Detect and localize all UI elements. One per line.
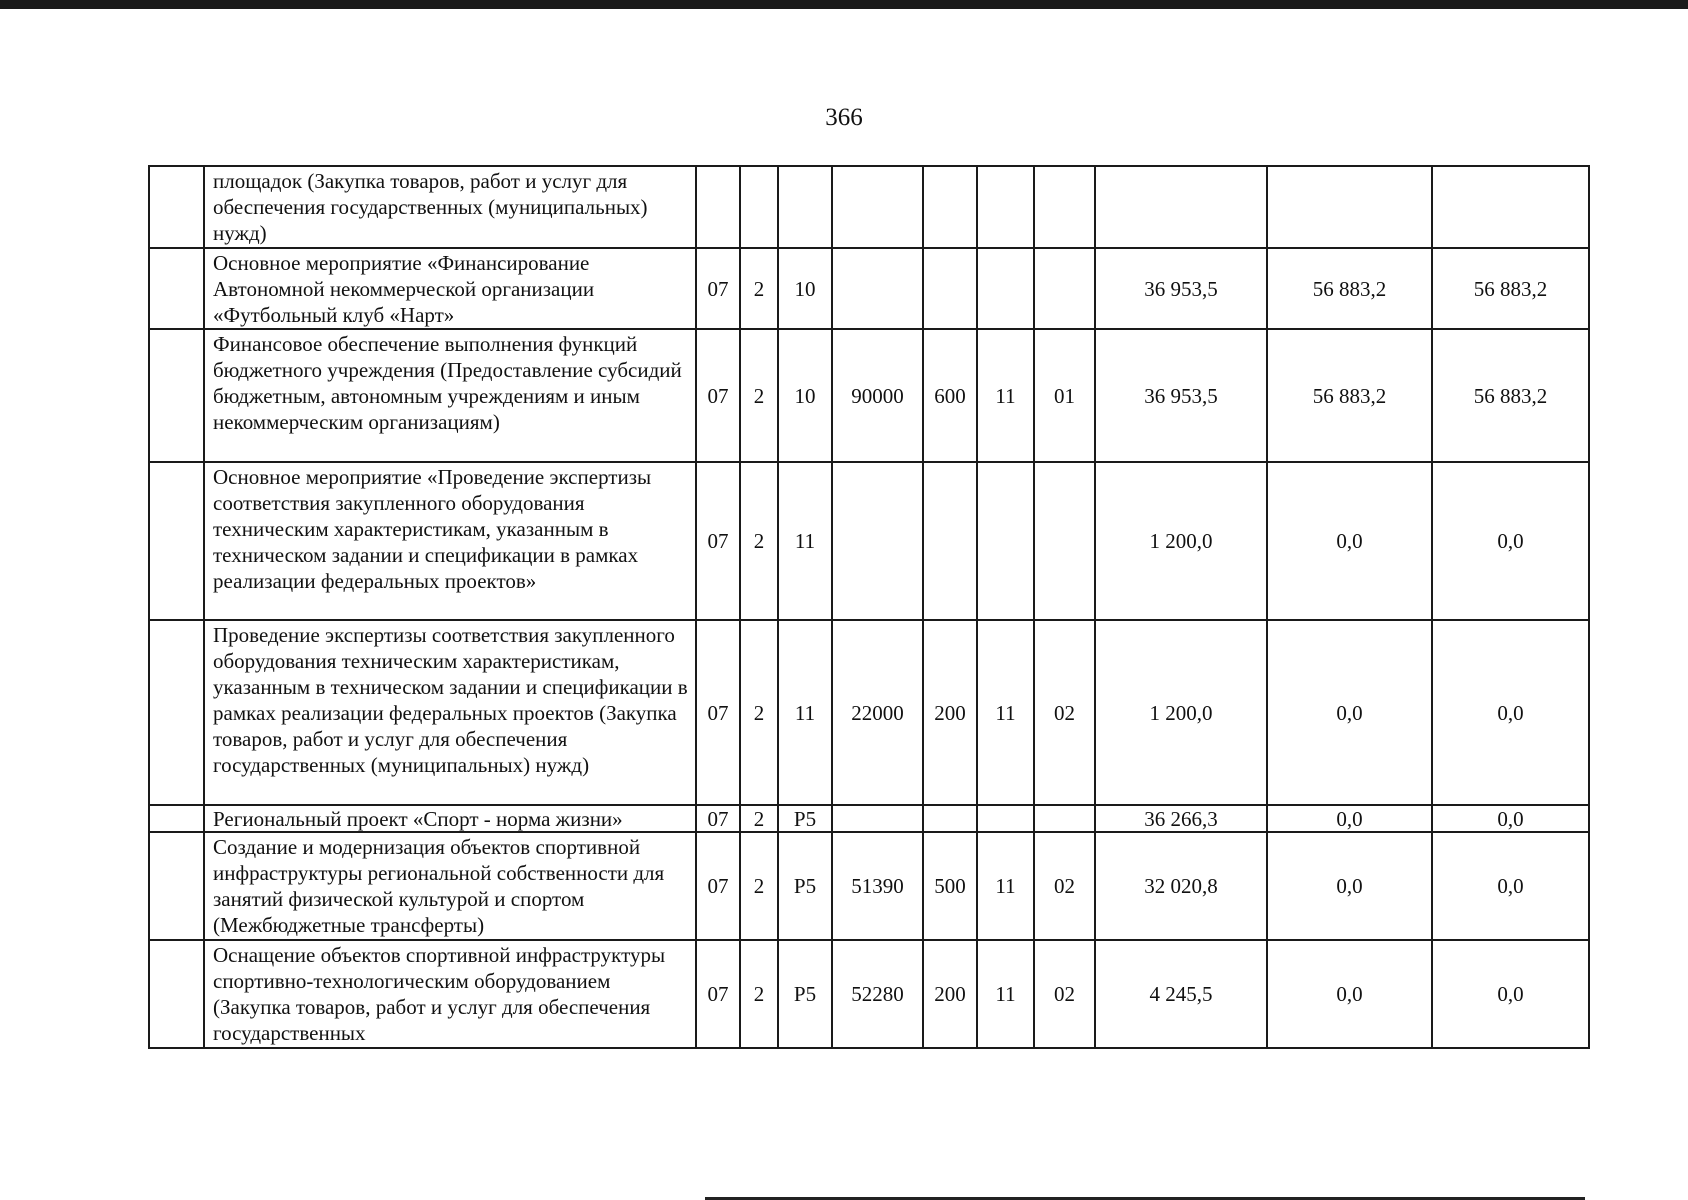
table-row <box>149 940 1589 1048</box>
program-code: 2 <box>740 805 778 832</box>
expense-type-code <box>923 462 977 620</box>
amount-year-3 <box>1432 166 1589 248</box>
amount-year-3: 0,0 <box>1432 805 1589 832</box>
chapter-code <box>977 462 1034 620</box>
amount-year-2: 0,0 <box>1267 940 1432 1048</box>
program-code <box>740 166 778 248</box>
table-row <box>149 462 1589 620</box>
item-name: Создание и модернизация объектов спортивной инфраструктуры региональной собственности для занятий физической культурой и спортом (Межбюджетные трансферты) <box>204 832 696 940</box>
amount-year-3: 0,0 <box>1432 940 1589 1048</box>
table-row <box>149 166 1589 248</box>
item-name: Основное мероприятие «Финансирование Автономной некоммерческой организации «Футбольный клуб «Нарт» <box>204 248 696 329</box>
amount-year-2: 0,0 <box>1267 462 1432 620</box>
expense-type-code: 200 <box>923 940 977 1048</box>
chapter-code: 11 <box>977 832 1034 940</box>
top-border-line <box>0 0 1688 9</box>
program-code: 2 <box>740 329 778 462</box>
expense-type-code <box>923 805 977 832</box>
program-code: 2 <box>740 940 778 1048</box>
amount-year-2: 56 883,2 <box>1267 248 1432 329</box>
section-code: 07 <box>696 248 740 329</box>
row-index-cell <box>149 940 204 1048</box>
section-code: 07 <box>696 462 740 620</box>
subprogram-code: 11 <box>778 462 832 620</box>
row-index-cell <box>149 329 204 462</box>
amount-year-3: 0,0 <box>1432 832 1589 940</box>
subsection-code <box>1034 805 1095 832</box>
amount-year-1: 1 200,0 <box>1095 462 1267 620</box>
program-code: 2 <box>740 248 778 329</box>
row-index-cell <box>149 248 204 329</box>
expense-type-code: 600 <box>923 329 977 462</box>
item-name: площадок (Закупка товаров, работ и услуг для обеспечения государственных (муниципальных) нужд) <box>204 166 696 248</box>
program-code: 2 <box>740 832 778 940</box>
subprogram-code: P5 <box>778 805 832 832</box>
subprogram-code: 10 <box>778 329 832 462</box>
direction-code: 22000 <box>832 620 923 805</box>
amount-year-3: 56 883,2 <box>1432 329 1589 462</box>
direction-code <box>832 462 923 620</box>
section-code: 07 <box>696 620 740 805</box>
subprogram-code: P5 <box>778 832 832 940</box>
table-row <box>149 832 1589 940</box>
item-name: Оснащение объектов спортивной инфраструктуры спортивно-технологическим оборудованием (Закупка товаров, работ и услуг для обеспечения государственных <box>204 940 696 1048</box>
direction-code <box>832 166 923 248</box>
subsection-code: 02 <box>1034 832 1095 940</box>
subsection-code: 01 <box>1034 329 1095 462</box>
row-index-cell <box>149 832 204 940</box>
item-name: Основное мероприятие «Проведение экспертизы соответствия закупленного оборудования техническим характеристикам, указанным в техническом задании и спецификации в рамках реализации федеральных проектов» <box>204 462 696 620</box>
amount-year-3: 56 883,2 <box>1432 248 1589 329</box>
expense-type-code <box>923 166 977 248</box>
chapter-code <box>977 248 1034 329</box>
amount-year-2: 0,0 <box>1267 620 1432 805</box>
row-index-cell <box>149 805 204 832</box>
table-row <box>149 805 1589 832</box>
table-row <box>149 248 1589 329</box>
row-index-cell <box>149 166 204 248</box>
amount-year-1: 36 266,3 <box>1095 805 1267 832</box>
subsection-code: 02 <box>1034 940 1095 1048</box>
amount-year-1: 4 245,5 <box>1095 940 1267 1048</box>
amount-year-2: 0,0 <box>1267 805 1432 832</box>
item-name: Финансовое обеспечение выполнения функций бюджетного учреждения (Предоставление субсидий бюджетным, автономным учреждениям и иным некоммерческим организациям) <box>204 329 696 462</box>
direction-code: 52280 <box>832 940 923 1048</box>
subsection-code: 02 <box>1034 620 1095 805</box>
amount-year-1: 1 200,0 <box>1095 620 1267 805</box>
subprogram-code: 11 <box>778 620 832 805</box>
section-code: 07 <box>696 329 740 462</box>
section-code: 07 <box>696 940 740 1048</box>
chapter-code: 11 <box>977 620 1034 805</box>
subsection-code <box>1034 248 1095 329</box>
amount-year-1: 36 953,5 <box>1095 248 1267 329</box>
direction-code <box>832 248 923 329</box>
row-index-cell <box>149 462 204 620</box>
amount-year-1: 32 020,8 <box>1095 832 1267 940</box>
section-code <box>696 166 740 248</box>
chapter-code: 11 <box>977 940 1034 1048</box>
program-code: 2 <box>740 462 778 620</box>
amount-year-1: 36 953,5 <box>1095 329 1267 462</box>
subprogram-code: P5 <box>778 940 832 1048</box>
item-name: Проведение экспертизы соответствия закупленного оборудования техническим характеристикам, указанным в техническом задании и спецификации в рамках реализации федеральных проектов (Закупка товаров, работ и услуг для обеспечения государственных (муниципальных) нужд) <box>204 620 696 805</box>
amount-year-2: 56 883,2 <box>1267 329 1432 462</box>
direction-code: 90000 <box>832 329 923 462</box>
item-name: Региональный проект «Спорт - норма жизни» <box>204 805 696 832</box>
expense-type-code: 500 <box>923 832 977 940</box>
subprogram-code: 10 <box>778 248 832 329</box>
chapter-code <box>977 805 1034 832</box>
chapter-code: 11 <box>977 329 1034 462</box>
budget-table <box>148 165 1590 1049</box>
row-index-cell <box>149 620 204 805</box>
section-code: 07 <box>696 805 740 832</box>
program-code: 2 <box>740 620 778 805</box>
section-code: 07 <box>696 832 740 940</box>
expense-type-code <box>923 248 977 329</box>
table-row <box>149 329 1589 462</box>
expense-type-code: 200 <box>923 620 977 805</box>
direction-code <box>832 805 923 832</box>
direction-code: 51390 <box>832 832 923 940</box>
subsection-code <box>1034 462 1095 620</box>
subsection-code <box>1034 166 1095 248</box>
amount-year-3: 0,0 <box>1432 620 1589 805</box>
page-number: 366 <box>825 104 863 131</box>
amount-year-3: 0,0 <box>1432 462 1589 620</box>
amount-year-1 <box>1095 166 1267 248</box>
chapter-code <box>977 166 1034 248</box>
amount-year-2 <box>1267 166 1432 248</box>
subprogram-code <box>778 166 832 248</box>
table-row <box>149 620 1589 805</box>
amount-year-2: 0,0 <box>1267 832 1432 940</box>
